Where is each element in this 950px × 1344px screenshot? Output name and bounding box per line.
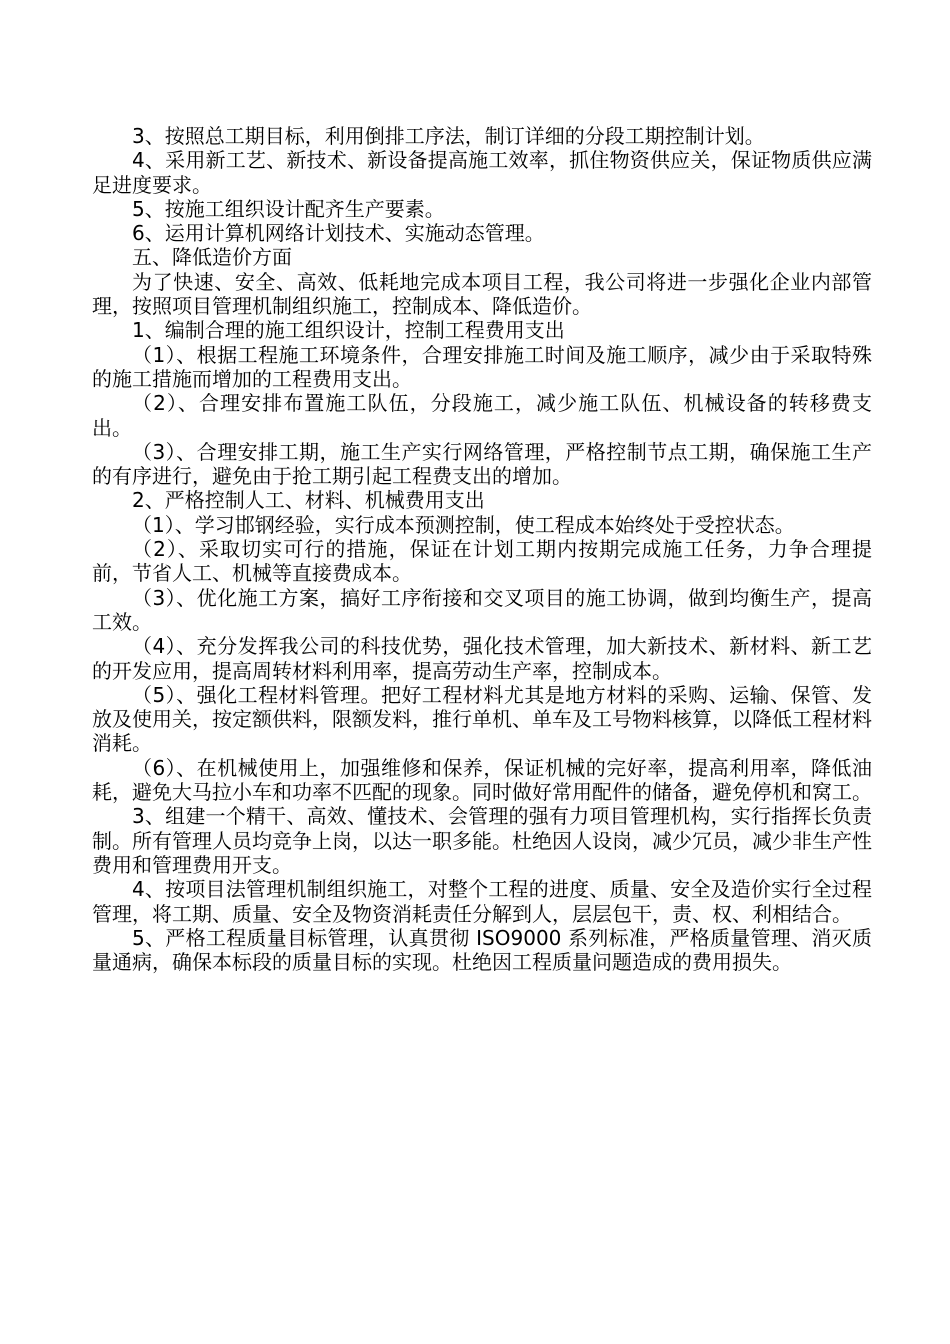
section-heading: 五、降低造价方面: [132, 245, 292, 270]
paragraph: 4、采用新工艺、新技术、新设备提高施工效率，抓住物资供应关，保证物质供应满足进度要求。: [92, 148, 872, 197]
paragraph: 4、按项目法管理机制组织施工，对整个工程的进度、质量、安全及造价实行全过程管理，将工期、质量、安全及物资消耗责任分解到人，层层包干，责、权、利相结合。: [92, 877, 872, 926]
subsection-heading: 1、编制合理的施工组织设计，控制工程费用支出: [132, 318, 565, 343]
paragraph: （2）、合理安排布置施工队伍，分段施工，减少施工队伍、机械设备的转移费支出。: [92, 391, 872, 440]
paragraph: （6）、在机械使用上，加强维修和保养，保证机械的完好率，提高利用率，降低油耗，避免大马拉小车和功率不匹配的现象。同时做好常用配件的储备，避免停机和窝工。: [92, 755, 872, 805]
paragraph: 5、按施工组织设计配齐生产要素。: [132, 196, 445, 221]
paragraph: 为了快速、安全、高效、低耗地完成本项目工程，我公司将进一步强化企业内部管理，按照项目管理机制组织施工，控制成本、降低造价。: [92, 269, 872, 319]
subsection-heading: 2、严格控制人工、材料、机械费用支出: [132, 488, 485, 513]
paragraph: （1）、根据工程施工环境条件，合理安排施工时间及施工顺序，减少由于采取特殊的施工措施而增加的工程费用支出。: [92, 342, 872, 391]
paragraph: 6、运用计算机网络计划技术、实施动态管理。: [132, 221, 545, 246]
paragraph: 3、按照总工期目标，利用倒排工序法，制订详细的分段工期控制计划。: [132, 124, 765, 148]
paragraph: 5、严格工程质量目标管理，认真贯彻 ISO9000 系列标准，严格质量管理、消灭质量通病，确保本标段的质量目标的实现。杜绝因工程质量问题造成的费用损失。: [92, 925, 872, 975]
paragraph: 3、组建一个精干、高效、懂技术、会管理的强有力项目管理机构，实行指挥长负责制。所有管理人员均竞争上岗，以达一职多能。杜绝因人设岗，减少冗员，减少非生产性费用和管理费用开支。: [92, 804, 872, 877]
paragraph: （5）、强化工程材料管理。把好工程材料尤其是地方材料的采购、运输、保管、发放及使用关，按定额供料，限额发料，推行单机、单车及工号物料核算，以降低工程材料消耗。: [92, 682, 872, 756]
paragraph: （1）、学习邯钢经验，实行成本预测控制，使工程成本始终处于受控状态。: [132, 512, 795, 537]
paragraph: （3）、合理安排工期，施工生产实行网络管理，严格控制节点工期，确保施工生产的有序进行，避免由于抢工期引起工程费支出的增加。: [92, 439, 872, 489]
document-body: [92, 124, 872, 974]
paragraph: （2）、采取切实可行的措施，保证在计划工期内按期完成施工任务，力争合理提前，节省人工、机械等直接费成本。: [92, 537, 872, 586]
paragraph: （3）、优化施工方案，搞好工序衔接和交叉项目的施工协调，做到均衡生产，提高工效。: [92, 585, 872, 634]
paragraph: （4）、充分发挥我公司的科技优势，强化技术管理，加大新技术、新材料、新工艺的开发应用，提高周转材料利用率，提高劳动生产率，控制成本。: [92, 634, 872, 683]
